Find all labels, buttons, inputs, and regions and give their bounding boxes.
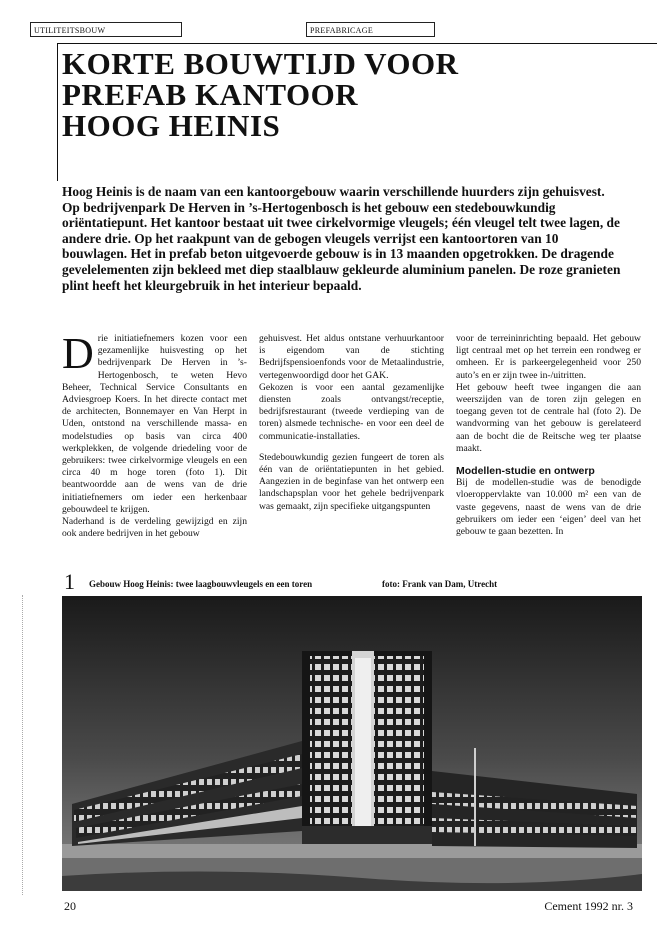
paragraph	[62, 329, 247, 516]
photo-credit: foto: Frank van Dam, Utrecht	[382, 579, 498, 589]
caption-text: Gebouw Hoog Heinis: twee laagbouwvleugels en een toren	[89, 579, 313, 589]
title-line-2: PREFAB KANTOOR	[62, 77, 359, 112]
column-2	[259, 333, 444, 540]
journal-issue: Cement 1992 nr. 3	[544, 899, 633, 913]
paragraph: Het gebouw heeft twee ingangen die aan weerszijden van de toren zijn gelegen en toegang geven tot de centrale hal (foto 2). De wandvorming van het gebouw is gerelateerd aan de bocht die de Reitsche weg ter plaatse maakt.	[456, 381, 641, 454]
paragraph: Stedebouwkundig gezien fungeert de toren als één van de oriëntatiepunten in het gebied. Aangezien in de beginfase van het ontwerp een landschapsplan voor het gehele bedrijvenpark was gemaakt, zijn specifieke uitgangspunten	[259, 451, 444, 512]
title-left-rule	[57, 43, 58, 181]
title-rule	[57, 43, 657, 44]
article-intro: Hoog Heinis is de naam van een kantoorgebouw waarin verschillende huurders zijn gehuisvest. Op bedrijvenpark De Herven in ’s-Hertogenbosch is het gebouw een stedebouwkundig oriëntatiepunt. Het kantoor bestaat uit twee cirkelvormige vleugels; één vleugel telt twee lagen, de andere drie. Op het raakpunt van de gebogen vleugels verrijst een kantoortoren van 10 bouwlagen. Het in prefab beton uitgevoerde gebouw is in 13 maanden opgetrokken. De dragende gevelelementen zijn bekleed met diep staalblauw gekleurde aluminium panelen. De roze granieten plint heeft het kleurgebruik in het interieur bepaald.	[62, 184, 621, 293]
margin-line	[22, 595, 23, 895]
paragraph: Gekozen is voor een aantal gezamenlijke diensten zoals ontvangst/receptie, bedrijfsrestaurant (tweede verdieping van de toren) alsmede technische- en voor een deel de communicatie-installaties.	[259, 381, 444, 442]
page-number: 20	[64, 899, 76, 913]
paragraph: gehuisvest. Het aldus ontstane verhuurkantoor is eigendom van de stichting Bedrijfspensioenfonds voor de Metaalindustrie, vertegenwoordigd door het GAK.	[259, 333, 444, 381]
figure-number: 1	[64, 569, 75, 594]
title-line-3: HOOG HEINIS	[62, 108, 281, 143]
section-label: UTILITEITSBOUW	[30, 22, 182, 37]
article-title	[62, 48, 622, 141]
paragraph: Bij de modellen-studie was de benodigde vloeroppervlakte van 10.000 m² een van de vaste gegevens, naast de wens van de drie gebruikers om ieder een ‘eigen’ deel van het gebouw te gaan bezetten. In	[456, 477, 641, 538]
column-3	[456, 333, 641, 540]
body-columns	[62, 329, 642, 540]
figure-caption	[62, 571, 642, 593]
category-label: PREFABRICAGE	[306, 22, 435, 37]
section-heading: Modellen-studie en ontwerp	[456, 465, 595, 478]
column-1	[62, 329, 247, 540]
paragraph-text: rie initiatiefnemers kozen voor een gezamenlijke huisvesting op het bedrijvenpark De Herven in ’s-Hertogenbosch, te weten Hevo Beheer, Technical Service Consultants en Adviesgroep Koers. In het directe contact met de architecten, Bonnemayer en Van Herpt in Uden, ontstond na verschillende massa- en modelstudies op basis van circa 400 werkplekken, de volgende driedeling voor de gebruikers: twee cirkelvormige vleugels en een circa 40 m hoge toren (foto 1). Dit beantwoordde aan de wens van de drie initiatiefnemers om ieder een herkenbaar gebouwdeel te krijgen.	[62, 333, 247, 515]
paragraph: Naderhand is de verdeling gewijzigd en zijn ook andere bedrijven in het gebouw	[62, 516, 247, 540]
title-line-1: KORTE BOUWTIJD VOOR	[62, 46, 459, 81]
building-illustration	[62, 596, 642, 891]
paragraph: voor de terreininrichting bepaald. Het gebouw ligt centraal met op het terrein een rondweg er omheen. Er is parkeergelegenheid voor 250 auto’s en er zijn twee in-/uitritten.	[456, 333, 641, 381]
drop-cap: D	[62, 329, 94, 378]
building-photo	[62, 596, 642, 891]
